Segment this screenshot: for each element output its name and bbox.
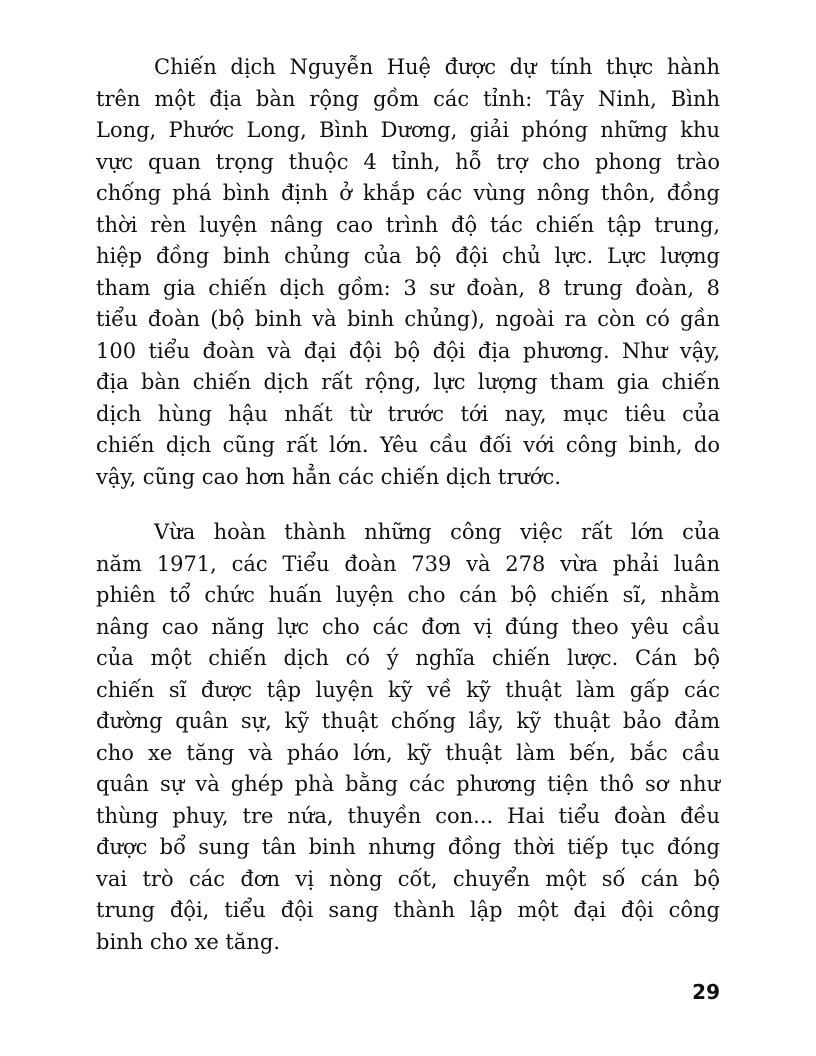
text-line: chiến sĩ được tập luyện kỹ về kỹ thuật làm gấp các (96, 677, 720, 702)
text-line: thùng phuy, tre nứa, thuyền con... Hai tiểu đoàn đều (96, 803, 720, 828)
text-line: binh cho xe tăng. (96, 929, 281, 954)
paragraph-2 (96, 517, 720, 958)
text-line: chống phá bình định ở khắp các vùng nông thôn, đồng (96, 181, 720, 205)
text-line: quân sự và ghép phà bằng các phương tiện thô sơ như (96, 772, 720, 796)
text-line: trung đội, tiểu đội sang thành lập một đại đội công (96, 898, 720, 922)
text-line: vực quan trọng thuộc 4 tỉnh, hỗ trợ cho phong trào (96, 149, 720, 174)
text-line: Chiến dịch Nguyễn Huệ được dự tính thực hành (154, 55, 720, 79)
text-line: đường quân sự, kỹ thuật chống lầy, kỹ thuật bảo đảm (96, 709, 720, 733)
text-line: của một chiến dịch có ý nghĩa chiến lược. Cán bộ (96, 646, 720, 670)
text-line: Long, Phước Long, Bình Dương, giải phóng những khu (96, 118, 720, 142)
text-line: cho xe tăng và pháo lớn, kỹ thuật làm bến, bắc cầu (96, 740, 720, 765)
paragraph-1 (96, 52, 720, 493)
text-line: chiến dịch cũng rất lớn. Yêu cầu đối với công binh, do (96, 433, 720, 457)
text-line: năm 1971, các Tiểu đoàn 739 và 278 vừa phải luân (96, 551, 720, 576)
text-line: địa bàn chiến dịch rất rộng, lực lượng tham gia chiến (96, 370, 720, 394)
text-line: Vừa hoàn thành những công việc rất lớn của (154, 520, 720, 544)
text-line: trên một địa bàn rộng gồm các tỉnh: Tây Ninh, Bình (96, 86, 720, 111)
text-line: vai trò các đơn vị nòng cốt, chuyển một số cán bộ (96, 866, 720, 891)
text-line: thời rèn luyện nâng cao trình độ tác chiến tập trung, (96, 212, 720, 237)
text-line: dịch hùng hậu nhất từ trước tới nay, mục tiêu của (96, 401, 720, 426)
text-line: được bổ sung tân binh nhưng đồng thời tiếp tục đóng (96, 835, 720, 859)
body-text (96, 52, 720, 958)
text-line: vậy, cũng cao hơn hẳn các chiến dịch trước. (96, 464, 561, 489)
text-line: 100 tiểu đoàn và đại đội bộ đội địa phương. Như vậy, (96, 338, 720, 363)
text-line: phiên tổ chức huấn luyện cho cán bộ chiến sĩ, nhằm (96, 583, 720, 607)
text-line: tiểu đoàn (bộ binh và binh chủng), ngoài ra còn có gần (96, 307, 720, 331)
page-number: 29 (692, 980, 720, 1004)
text-line: hiệp đồng binh chủng của bộ đội chủ lực. Lực lượng (96, 244, 720, 268)
text-line: nâng cao năng lực cho các đơn vị đúng theo yêu cầu (96, 614, 720, 639)
text-line: tham gia chiến dịch gồm: 3 sư đoàn, 8 trung đoàn, 8 (96, 275, 720, 300)
